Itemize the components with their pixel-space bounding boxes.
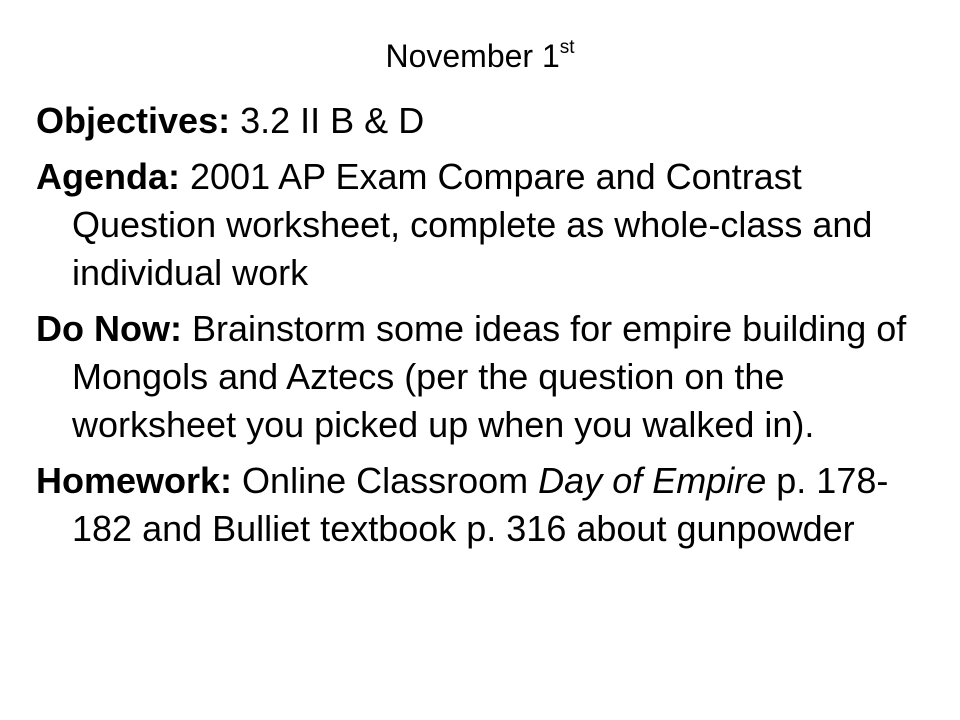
- homework-text-after: p. 178-182 and Bulliet textbook p. 316 about gunpowder: [72, 460, 889, 549]
- do-now-label: Do Now:: [36, 308, 182, 349]
- slide-content: [36, 97, 931, 561]
- agenda-label: Agenda:: [36, 156, 180, 197]
- slide-title: [0, 36, 960, 76]
- objectives-label: Objectives:: [36, 100, 231, 141]
- homework-item: [36, 457, 931, 553]
- slide-title-ordinal-suffix: st: [559, 37, 575, 58]
- objectives-item: [36, 97, 931, 145]
- homework-text-before: Online Classroom: [242, 460, 529, 501]
- do-now-text: Brainstorm some ideas for empire building of Mongols and Aztecs (per the question on the worksheet you picked up when you walked in).: [72, 308, 907, 445]
- objectives-text: 3.2 II B & D: [240, 100, 425, 141]
- homework-book-title: Day of Empire: [538, 460, 767, 501]
- agenda-item: [36, 153, 931, 297]
- do-now-item: [36, 305, 931, 449]
- agenda-text: 2001 AP Exam Compare and Contrast Question worksheet, complete as whole-class and individual work: [72, 156, 873, 293]
- homework-label: Homework:: [36, 460, 233, 501]
- slide-title-text: November 1: [385, 38, 560, 74]
